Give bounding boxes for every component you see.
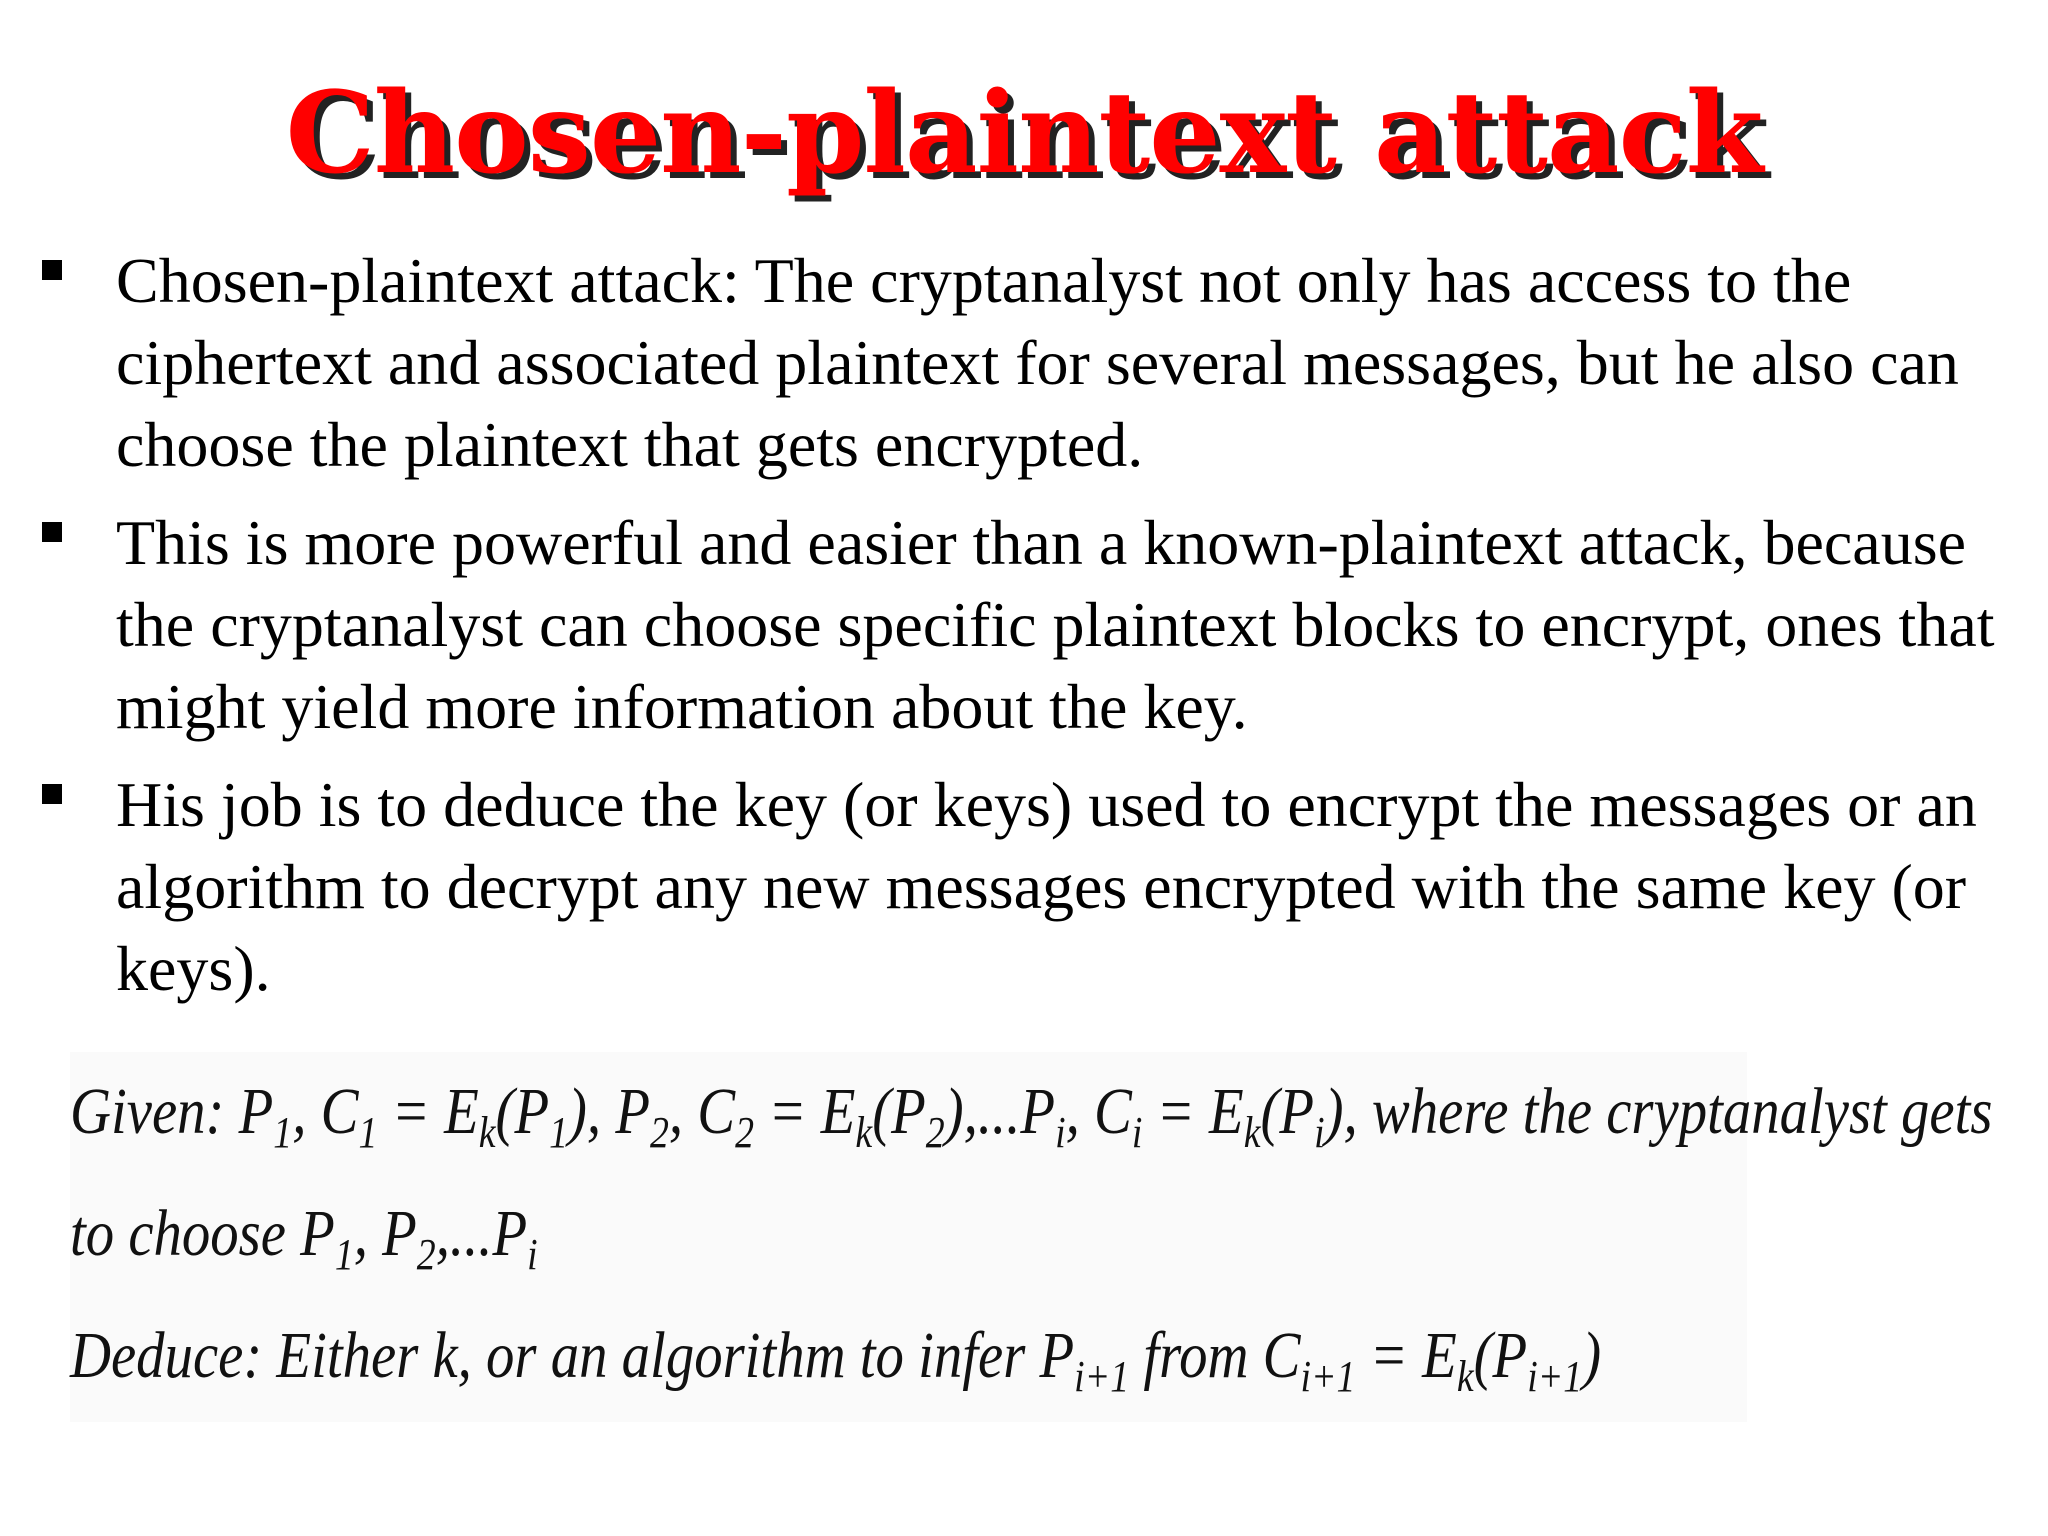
eq-subscript: 2 <box>735 1108 755 1157</box>
bullet-text: His job is to deduce the key (or keys) used to encrypt the messages or an algorithm to decrypt any new messages encrypted with the same key (or keys). <box>116 769 1977 1004</box>
eq-subscript: 1 <box>273 1108 293 1157</box>
eq-subscript: 2 <box>925 1108 945 1157</box>
eq-subscript: k <box>1456 1352 1474 1401</box>
eq-text: ), where the cryptanalyst gets <box>1324 1075 1993 1148</box>
eq-text: ,...P <box>435 1197 528 1270</box>
eq-subscript: 1 <box>334 1230 354 1279</box>
eq-text: = E <box>1142 1075 1244 1148</box>
eq-text: ),...P <box>944 1075 1056 1148</box>
eq-subscript: k <box>1243 1108 1261 1157</box>
square-bullet-icon <box>42 260 62 280</box>
equation-image <box>70 1052 1993 1422</box>
eq-subscript: i <box>1055 1108 1066 1157</box>
eq-text: (P <box>872 1075 926 1148</box>
eq-text: = E <box>377 1075 479 1148</box>
eq-text: , C <box>1065 1075 1132 1148</box>
eq-subscript: 1 <box>549 1108 569 1157</box>
square-bullet-icon <box>42 784 62 804</box>
bullet-item-1 <box>0 240 2048 486</box>
square-bullet-icon <box>42 522 62 542</box>
bullet-item-3 <box>0 764 2048 1010</box>
eq-subscript: k <box>855 1108 873 1157</box>
eq-subscript: 2 <box>649 1108 669 1157</box>
eq-text: (P <box>1260 1075 1315 1148</box>
eq-subscript: 2 <box>416 1230 436 1279</box>
eq-subscript: i+1 <box>1074 1352 1130 1401</box>
eq-subscript: i <box>1314 1108 1325 1157</box>
eq-text: (P <box>495 1075 550 1148</box>
bullet-item-2 <box>0 502 2048 748</box>
eq-text: from C <box>1129 1319 1301 1392</box>
equation-line-deduce <box>70 1296 1747 1418</box>
eq-text: Deduce: Either k, or an algorithm to infer P <box>70 1319 1075 1392</box>
eq-subscript: i+1 <box>1527 1352 1583 1401</box>
eq-subscript: i <box>527 1230 538 1279</box>
eq-text: Given: P <box>70 1075 274 1148</box>
eq-text: ) <box>1582 1319 1602 1392</box>
equation-line-given <box>70 1052 1993 1174</box>
eq-text: = E <box>1355 1319 1457 1392</box>
eq-subscript: 1 <box>358 1108 378 1157</box>
eq-text: , P <box>353 1197 417 1270</box>
eq-text: , C <box>668 1075 736 1148</box>
eq-text: to choose P <box>70 1197 335 1270</box>
eq-subscript: i <box>1131 1108 1143 1157</box>
equation-line-choose <box>70 1174 1747 1296</box>
eq-subscript: i+1 <box>1300 1352 1356 1401</box>
bullet-text: This is more powerful and easier than a known-plaintext attack, because the cryptanalyst can choose specific plaintext blocks to encrypt, ones that might yield more information about the key. <box>116 507 1995 742</box>
slide-title: Chosen-plaintext attack <box>285 68 1763 199</box>
eq-text: (P <box>1473 1319 1528 1392</box>
eq-text: ), P <box>568 1075 650 1148</box>
eq-text: = E <box>754 1075 856 1148</box>
eq-text: , C <box>292 1075 359 1148</box>
bullet-text: Chosen-plaintext attack: The cryptanalyst not only has access to the ciphertext and associated plaintext for several messages, but he also can choose the plaintext that gets encrypted. <box>116 245 1959 480</box>
bullet-list <box>0 240 2048 1026</box>
eq-subscript: k <box>478 1108 496 1157</box>
